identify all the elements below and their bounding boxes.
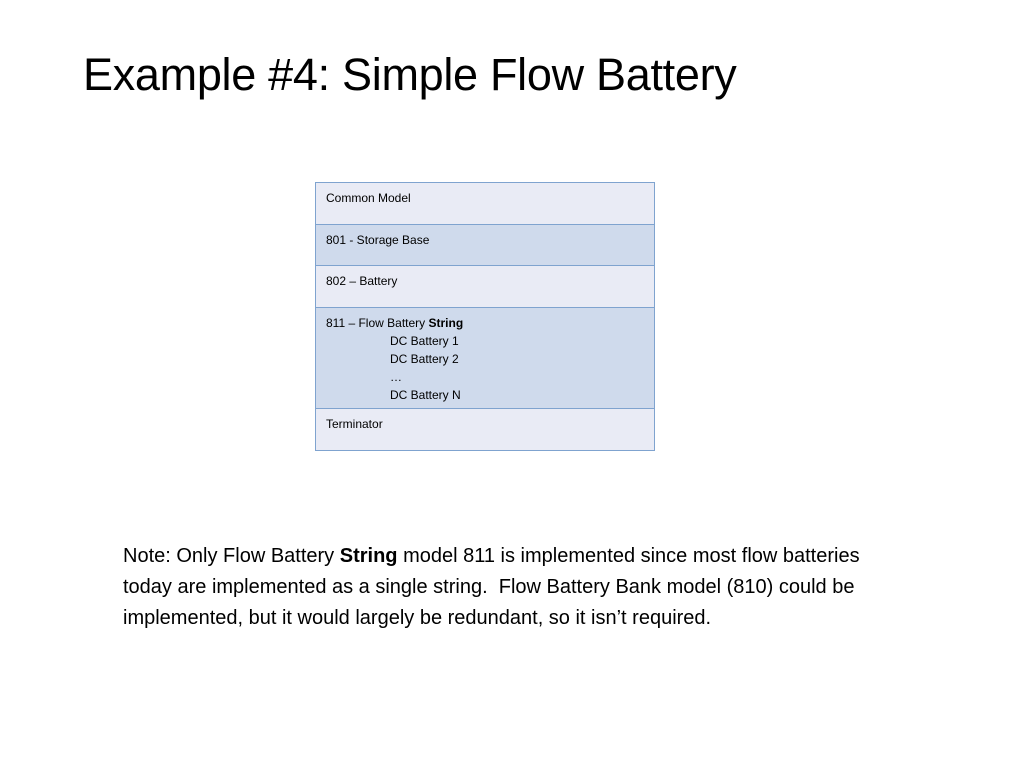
model-sub-item: DC Battery N — [390, 387, 461, 402]
model-row-terminator — [316, 409, 654, 451]
model-row-label: 802 – Battery — [326, 274, 398, 288]
model-row-label-prefix: 811 – Flow Battery — [326, 315, 429, 330]
model-row-802-battery — [316, 266, 654, 308]
model-row-label — [326, 314, 644, 332]
model-row-label-emphasis: String — [428, 315, 464, 330]
model-sub-item: … — [390, 369, 402, 384]
note-paragraph — [123, 541, 913, 634]
model-row-811-flow-battery-string — [316, 308, 654, 409]
note-suffix: model 811 is implemented since most flow batteries today are implemented as a single string. Flow Battery Bank model (810) could be implemented, but it would largely be redundant, so it isn’t required. — [123, 545, 860, 629]
model-row-801-storage-base — [316, 225, 654, 267]
model-stack-diagram — [315, 182, 655, 451]
model-row-common-model — [316, 183, 654, 225]
note-emphasis: String — [339, 545, 398, 567]
model-row-label: 801 - Storage Base — [326, 232, 430, 247]
model-sub-item: DC Battery 1 — [390, 333, 459, 348]
model-row-label: Common Model — [326, 191, 411, 205]
note-prefix: Note: Only Flow Battery — [123, 545, 340, 567]
model-row-label: Terminator — [326, 416, 383, 431]
slide-title: Example #4: Simple Flow Battery — [83, 49, 737, 100]
model-sub-item: DC Battery 2 — [390, 351, 459, 366]
